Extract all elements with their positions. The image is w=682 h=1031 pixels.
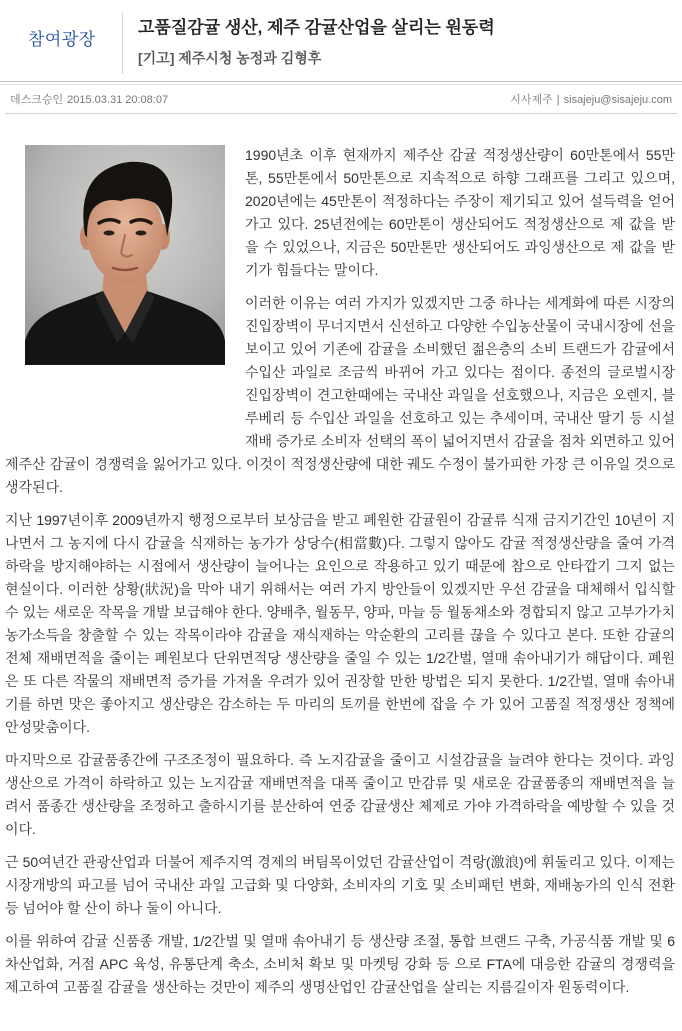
article-paragraph: 1990년초 이후 현재까지 제주산 감귤 적정생산량이 60만톤에서 55만톤, 55만톤에서 50만톤으로 지속적으로 하향 그래프를 그리고 있으며, 2020년에는 45만톤이 적정하다는 주장이 제기되고 있어 설득력을 얻어가고 있다. 25년전에는 60만톤이 생산되어도 적정생산으로 제 값을 받을 수 있었으나, 지금은 50만톤만 생산되어도 과잉생산으로 제 값을 받기가 힘들다는 말이다. — [245, 147, 675, 278]
author-photo — [25, 145, 225, 365]
header-rule — [0, 81, 682, 85]
article-title: 고품질감귤 생산, 제주 감귤산업을 살리는 원동력 — [138, 18, 495, 37]
article-paragraph: 지난 1997년이후 2009년까지 행정으로부터 보상금을 받고 폐원한 감귤원이 감귤류 식재 금지기간인 10년이 지나면서 그 농지에 다시 감귤을 식재하는 농가가 상당수(相當數)다. 그렇지 않아도 감귤 적정생산량을 줄여 가격하락을 방지해야하는 시점에서 생산량이 늘어나는 요인으로 작용하고 있기 때문에 참으로 안타깝기 그지 없는 현실이다. 이러한 상황(狀況)을 막아 내기 위해서는 여러 가지 방안들이 있겠지만 우선 감귤을 대체해서 입식할 수 있는 새로운 작목을 개발 보급해야 한다. 양배추, 월동무, 양파, 마늘 등 월동채소와 경합되지 않고 고부가가치 농가소득을 창출할 수 있는 작목이라야 감귤을 재식재하는 악순환의 고리를 끊을 수 있다고 본다. 또한 감귤의 전체 재배면적을 줄이는 폐원보다 단위면적당 생산량을 줄일 수 있는 1/2간벌, 열매 솎아내기가 해답이다. 폐원은 또 다른 작물의 재배면적 증가를 가져올 우려가 있어 권장할 만한 방법은 되지 못한다. 1/2간벌, 열매 솎아내기를 하면 맛은 좋아지고 생산량은 감소하는 두 마리의 토끼를 한번에 잡을 수 가 있어 고품질 적정생산 정책에 안성맞춤이다. — [5, 512, 675, 735]
article-paragraph: 근 50여년간 관광산업과 더불어 제주지역 경제의 버팀목이었던 감귤산업이 격랑(激浪)에 휘둘리고 있다. 이제는 시장개방의 파고를 넘어 국내산 과일 고급화 및 다양화, 소비자의 기호 및 소비패턴 변화, 재배농가의 인식 전환 등 넘어야 할 산이 하나 둘이 아니다. — [5, 854, 675, 916]
approval-datetime: 2015.03.31 20:08:07 — [67, 94, 169, 106]
article-body — [5, 144, 675, 1009]
article-subtitle: [기고] 제주시청 농정과 김형후 — [138, 50, 322, 66]
section-label-link[interactable]: 참여광장 — [28, 30, 96, 49]
photo-right-eye — [136, 231, 147, 236]
approval-label: 데스크승인 — [10, 94, 64, 106]
article-paragraph: 마지막으로 감귤품종간에 구조조정이 필요하다. 즉 노지감귤을 줄이고 시설감귤을 늘려야 한다는 것이다. 과잉생산으로 가격이 하락하고 있는 노지감귤 재배면적을 대폭 줄이고 만감류 및 새로운 감귤품종의 재배면적을 늘려서 품종간 생산량을 조정하고 출하시기를 분산하여 연중 감귤생산 체제로 가야 가격하락을 예방할 수 있을 것이다. — [5, 752, 675, 837]
byline-info — [510, 92, 672, 108]
article-paragraph: 이를 위하여 감귤 신품종 개발, 1/2간벌 및 열매 솎아내기 등 생산량 조절, 통합 브랜드 구축, 가공식품 개발 및 6차산업화, 거점 APC 육성, 유통단계 축소, 소비처 확보 및 마켓팅 강화 등 으로 FTA에 대응한 감귤의 경쟁력을 제고하여 고품질 감귤을 생산하는 것만이 제주의 생명산업인 감귤산업을 살리는 지름길이자 원동력이다. — [5, 933, 675, 995]
author-photo-frame — [25, 145, 225, 445]
source-name: 시사제주 — [510, 94, 553, 106]
byline-separator: | — [556, 94, 560, 106]
meta-rule — [5, 113, 677, 114]
article-paragraph: 이러한 이유는 여러 가지가 있겠지만 그중 하나는 세계화에 따른 시장의 진입장벽이 무너지면서 신선하고 다양한 수입농산물이 국내시장에 선을 보이고 있어 기존에 감귤을 소비했던 젊은층의 소비 트랜드가 감귤에서 수입산 과일로 조금씩 바뀌어 가고 있다는 점이다. 종전의 글로벌시장 진입장벽이 견고한때에는 국내산 과일을 선호했으나, 지금은 오렌지, 블루베리 등 수입산 과일을 선호하고 있는 추세이며, 국내산 딸기 등 시설재배 증가로 소비자 선택의 폭이 넓어지면서 감귤을 점차 외면하고 있어 제주산 감귤이 경쟁력을 잃어가고 있다. 이것이 적정생산량에 대한 궤도 수정이 불가피한 가장 큰 이유일 것으로 생각된다. — [5, 295, 675, 495]
header-divider — [122, 12, 123, 74]
source-email-link[interactable]: sisajeju@sisajeju.com — [563, 94, 672, 106]
article-meta — [10, 92, 672, 108]
approval-info — [10, 92, 168, 108]
photo-left-eye — [104, 231, 115, 236]
